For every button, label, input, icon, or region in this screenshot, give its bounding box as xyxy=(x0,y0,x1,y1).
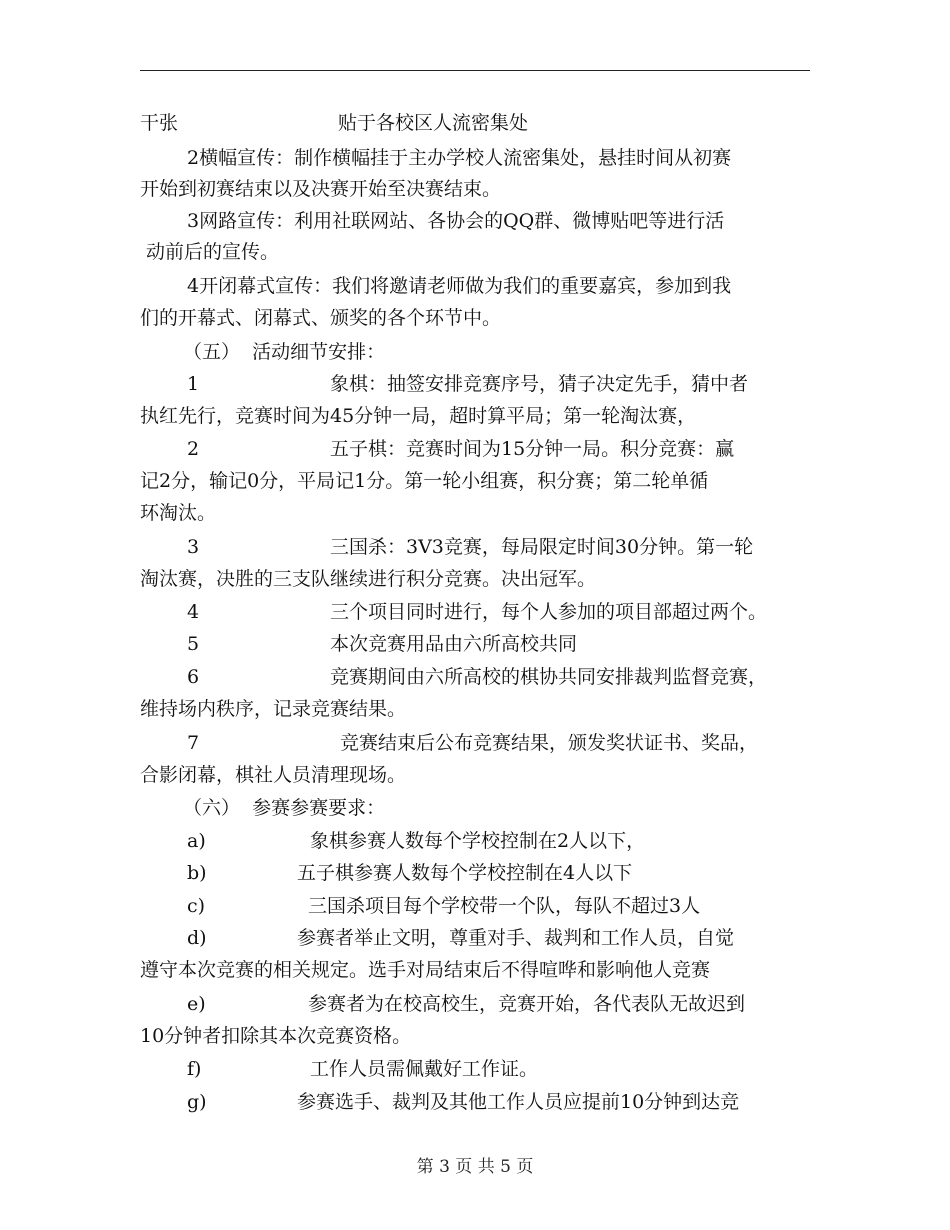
list-item xyxy=(0,890,950,923)
item-text: 象棋：抽签安排竞赛序号，猜子决定先手，猜中者 xyxy=(330,373,749,395)
item-number: 1 xyxy=(187,373,200,395)
list-item xyxy=(0,727,950,760)
item-text: 竞赛期间由六所高校的棋协共同安排裁判监督竞赛， xyxy=(330,666,768,688)
item-text: 参赛者举止文明，尊重对手、裁判和工作人员，自觉 xyxy=(297,927,735,949)
paragraph-line: 维持场内秩序，记录竞赛结果。 xyxy=(140,698,407,720)
item-text: 竞赛结束后公布竞赛结果，颁发奖状证书、奖品， xyxy=(340,732,759,754)
item-letter: e) xyxy=(187,993,206,1015)
item-number: 6 xyxy=(187,666,200,688)
paragraph-line: 们的开幕式、闭幕式、颁奖的各个环节中。 xyxy=(140,307,502,329)
list-item xyxy=(0,628,950,661)
item-number: 7 xyxy=(187,732,200,754)
paragraph-line: 2横幅宣传：制作横幅挂于主办学校人流密集处，悬挂时间从初赛 xyxy=(187,147,732,169)
list-item xyxy=(0,825,950,858)
item-text: 五子棋参赛人数每个学校控制在4人以下 xyxy=(297,862,633,884)
item-letter: g) xyxy=(187,1091,207,1113)
paragraph-line: 记2分，输记0分，平局记1分。第一轮小组赛，积分赛；第二轮单循 xyxy=(140,470,709,492)
item-letter: d) xyxy=(187,927,207,949)
item-number: 2 xyxy=(187,438,200,460)
list-item xyxy=(0,531,950,564)
item-letter: a) xyxy=(187,830,206,852)
paragraph-line: 10分钟者扣除其本次竞赛资格。 xyxy=(140,1025,412,1047)
item-text: 参赛者为在校高校生，竞赛开始，各代表队无故迟到 xyxy=(308,993,746,1015)
item-letter: f) xyxy=(187,1058,202,1080)
paragraph-line: 执红先行，竞赛时间为45分钟一局，超时算平局；第一轮淘汰赛， xyxy=(140,405,697,427)
paragraph-line: 3网路宣传：利用社联网站、各协会的QQ群、微博贴吧等进行活 xyxy=(187,210,725,232)
item-text: 五子棋：竞赛时间为15分钟一局。积分竞赛：赢 xyxy=(330,438,735,460)
item-letter: b) xyxy=(187,862,207,884)
list-item xyxy=(0,988,950,1021)
item-text: 工作人员需佩戴好工作证。 xyxy=(310,1058,539,1080)
item-number: 3 xyxy=(187,536,200,558)
item-text: 三国杀项目每个学校带一个队，每队不超过3人 xyxy=(308,895,701,917)
text-segment: 贴于各校区人流密集处 xyxy=(338,112,529,134)
paragraph-line: 合影闭幕，棋社人员清理现场。 xyxy=(140,764,407,786)
header-rule xyxy=(140,70,810,71)
item-text: 参赛选手、裁判及其他工作人员应提前10分钟到达竞 xyxy=(297,1091,740,1113)
item-text: 三国杀：3V3竞赛，每局限定时间30分钟。第一轮 xyxy=(330,536,754,558)
paragraph-line: 遵守本次竞赛的相关规定。选手对局结束后不得喧哗和影响他人竞赛 xyxy=(140,959,711,981)
item-number: 4 xyxy=(187,601,200,623)
list-item xyxy=(0,596,950,629)
paragraph-line: 开始到初赛结束以及决赛开始至决赛结束。 xyxy=(140,178,502,200)
list-item xyxy=(0,857,950,890)
paragraph-line: 环淘汰。 xyxy=(140,502,217,524)
paragraph-line: 4开闭幕式宣传：我们将邀请老师做为我们的重要嘉宾，参加到我 xyxy=(187,275,732,297)
list-item xyxy=(0,922,950,955)
paragraph-line: 淘汰赛，决胜的三支队继续进行积分竞赛。决出冠军。 xyxy=(140,568,597,590)
item-text: 本次竞赛用品由六所高校共同 xyxy=(330,633,578,655)
item-text: 象棋参赛人数每个学校控制在2人以下， xyxy=(310,830,646,852)
list-item xyxy=(0,661,950,694)
list-item xyxy=(0,433,950,466)
text-line xyxy=(0,107,950,140)
text-segment: 干张 xyxy=(140,112,179,134)
section-heading: （五） 活动细节安排： xyxy=(183,341,386,363)
item-text: 三个项目同时进行，每个人参加的项目部超过两个。 xyxy=(330,601,768,623)
paragraph-line: 动前后的宣传。 xyxy=(140,241,280,263)
item-number: 5 xyxy=(187,633,200,655)
item-letter: c) xyxy=(187,895,206,917)
list-item xyxy=(0,1086,950,1119)
section-heading: （六） 参赛参赛要求： xyxy=(183,797,386,819)
list-item xyxy=(0,1053,950,1086)
page-number-footer: 第 3 页 共 5 页 xyxy=(416,1157,534,1177)
list-item xyxy=(0,368,950,401)
